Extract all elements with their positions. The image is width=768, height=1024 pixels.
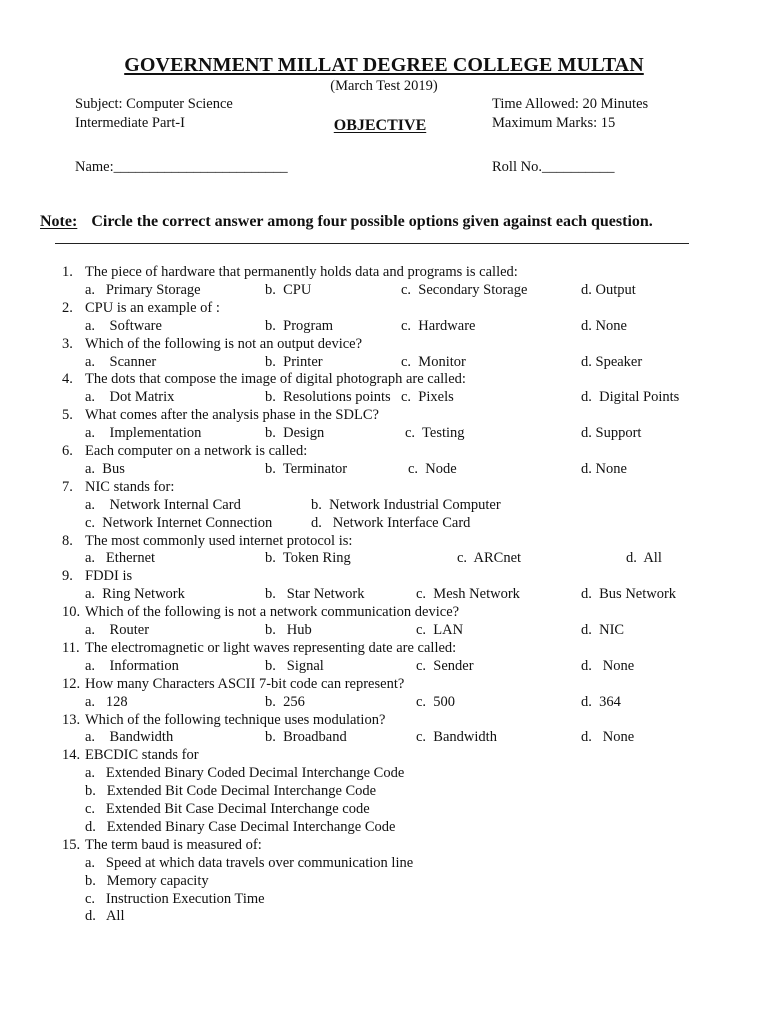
option: d. None: [581, 729, 635, 746]
question-number: 6.: [62, 443, 73, 459]
option: c. Node: [408, 460, 457, 477]
option: b. Star Network: [265, 586, 365, 603]
option: c. Instruction Execution Time: [85, 890, 265, 907]
option: b. CPU: [265, 281, 312, 298]
note-label: Note:: [40, 213, 78, 230]
option: b. Terminator: [265, 460, 348, 477]
option: c. Hardware: [401, 317, 476, 334]
option: c. Testing: [405, 425, 465, 442]
question-number: 8.: [62, 532, 73, 549]
name-field: Name:________________________: [75, 159, 288, 175]
option: a. Extended Binary Coded Decimal Interchange Code: [85, 765, 405, 782]
option: d. Support: [581, 425, 642, 442]
option: b. Memory capacity: [85, 872, 209, 889]
option: b. 256: [265, 693, 305, 710]
option: b. Hub: [265, 622, 312, 638]
option: a. Network Internal Card: [85, 496, 241, 513]
question-number: 10.: [62, 604, 81, 621]
question-text: Which of the following is not an output device?: [85, 335, 363, 352]
question-number: 14.: [62, 747, 81, 764]
question-number: 2.: [62, 299, 73, 316]
option: a. Software: [85, 317, 162, 334]
option: c. Bandwidth: [416, 729, 497, 746]
option: d. None: [581, 657, 635, 674]
question-text: Which of the following technique uses modulation?: [85, 711, 386, 728]
question-number: 4.: [62, 371, 73, 388]
option: d. None: [581, 460, 627, 477]
option: d. Network Interface Card: [311, 514, 471, 531]
option: a. Implementation: [85, 425, 202, 442]
option: d. Extended Binary Case Decimal Interchange Code: [85, 818, 396, 835]
option: c. Extended Bit Case Decimal Interchange code: [85, 801, 370, 817]
question-text: CPU is an example of :: [85, 299, 220, 316]
question-number: 7.: [62, 478, 73, 495]
note-line: [40, 213, 653, 231]
question-text: Which of the following is not a network communication device?: [85, 604, 460, 621]
time-allowed: Time Allowed: 20 Minutes: [492, 96, 649, 112]
question-text: NIC stands for:: [85, 478, 175, 495]
option: a. Bandwidth: [85, 729, 174, 746]
option: a. Primary Storage: [85, 281, 201, 298]
option: b. Program: [265, 317, 334, 334]
question-text: How many Characters ASCII 7-bit code can represent?: [85, 675, 405, 692]
option: c. Secondary Storage: [401, 281, 528, 298]
option: b. Signal: [265, 657, 324, 674]
option: c. LAN: [416, 622, 464, 638]
option: b. Resolutions points: [265, 389, 391, 406]
option: d. NIC: [581, 622, 625, 638]
option: a. Dot Matrix: [85, 389, 175, 406]
question-text: The electromagnetic or light waves representing date are called:: [85, 639, 457, 656]
option: b. Printer: [265, 353, 323, 370]
option: a. Bus: [85, 460, 125, 477]
question-text: FDDI is: [85, 568, 133, 585]
question-number: 3.: [62, 335, 73, 352]
question-text: EBCDIC stands for: [85, 747, 199, 764]
option: c. Pixels: [401, 389, 454, 406]
question-number: 1.: [62, 264, 73, 280]
option: c. Network Internet Connection: [85, 514, 273, 531]
option: a. Scanner: [85, 353, 157, 370]
option: a. Router: [85, 622, 150, 638]
option: b. Broadband: [265, 729, 347, 746]
option: c. Sender: [416, 657, 474, 674]
option: a. Ring Network: [85, 586, 185, 603]
question-number: 13.: [62, 711, 81, 728]
question-text: Each computer on a network is called:: [85, 443, 308, 459]
test-subtitle: (March Test 2019): [330, 78, 438, 94]
option: c. Mesh Network: [416, 586, 520, 603]
option: a. 128: [85, 693, 128, 710]
question-text: What comes after the analysis phase in the SDLC?: [85, 407, 379, 424]
question-text: The dots that compose the image of digital photograph are called:: [85, 371, 466, 388]
option: c. 500: [416, 693, 456, 710]
question-number: 12.: [62, 675, 81, 692]
question-number: 11.: [62, 639, 80, 656]
option: d. Bus Network: [581, 586, 677, 603]
option: c. ARCnet: [457, 550, 522, 567]
question-text: The piece of hardware that permanently holds data and programs is called:: [85, 264, 518, 280]
option: b. Design: [265, 425, 325, 442]
option: d. All: [626, 550, 662, 567]
question-text: The most commonly used internet protocol is:: [85, 532, 353, 549]
option: d. Digital Points: [581, 389, 680, 406]
subject-label: Subject: Computer Science: [75, 96, 233, 112]
question-number: 9.: [62, 568, 73, 585]
option: d. 364: [581, 693, 621, 710]
question-text: The term baud is measured of:: [85, 836, 262, 853]
question-number: 15.: [62, 836, 81, 853]
option: b. Extended Bit Code Decimal Interchange Code: [85, 783, 377, 800]
option: a. Speed at which data travels over communication line: [85, 854, 414, 871]
option: d. None: [581, 317, 627, 334]
option: b. Token Ring: [265, 550, 351, 567]
note-text: Circle the correct answer among four possible options given against each question.: [91, 213, 653, 230]
option: c. Monitor: [401, 353, 466, 370]
option: d. Output: [581, 281, 636, 298]
class-label: Intermediate Part-I: [75, 115, 185, 131]
objective-heading: OBJECTIVE: [333, 117, 427, 134]
option: d. Speaker: [581, 353, 643, 370]
option: b. Network Industrial Computer: [311, 496, 501, 513]
maximum-marks: Maximum Marks: 15: [492, 115, 616, 131]
option: d. All: [85, 908, 125, 925]
question-number: 5.: [62, 407, 73, 424]
college-title: GOVERNMENT MILLAT DEGREE COLLEGE MULTAN: [124, 54, 644, 76]
option: a. Ethernet: [85, 550, 156, 567]
roll-number-field: Roll No.__________: [492, 159, 615, 175]
option: a. Information: [85, 657, 179, 674]
divider-line: [55, 243, 689, 244]
